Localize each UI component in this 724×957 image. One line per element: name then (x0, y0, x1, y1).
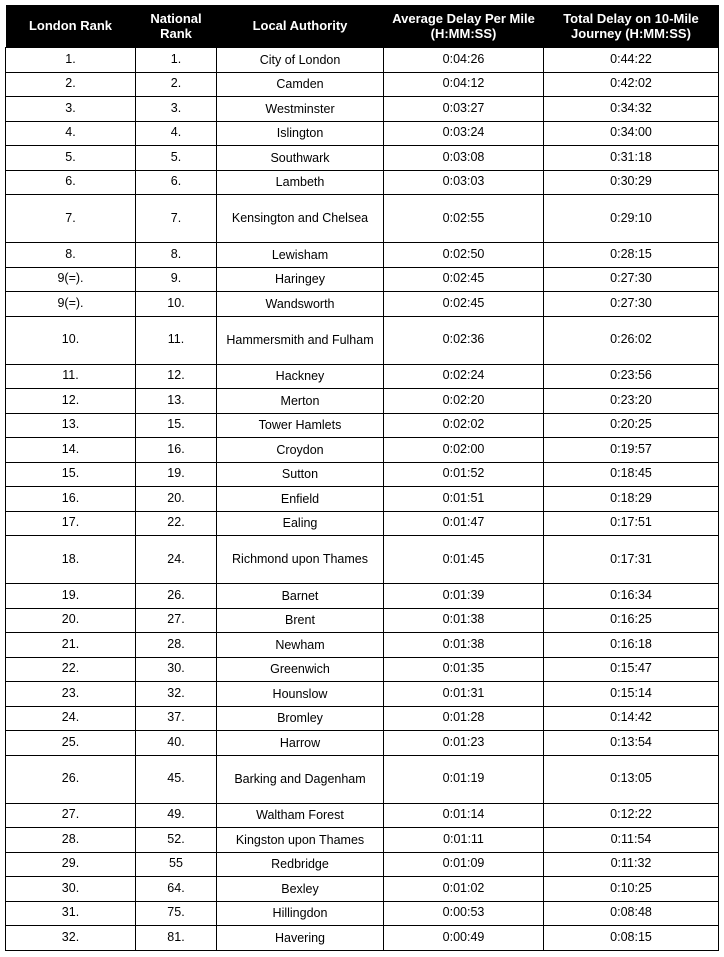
cell-national-rank: 27. (136, 608, 217, 633)
cell-national-rank: 1. (136, 48, 217, 73)
cell-local-authority: Kensington and Chelsea (217, 195, 384, 243)
cell-total-delay: 0:42:02 (544, 72, 719, 97)
cell-local-authority: Hammersmith and Fulham (217, 316, 384, 364)
cell-average-delay: 0:02:24 (384, 364, 544, 389)
table-row (6, 852, 719, 877)
cell-national-rank: 28. (136, 633, 217, 658)
cell-average-delay: 0:01:51 (384, 487, 544, 512)
cell-national-rank: 3. (136, 97, 217, 122)
cell-national-rank: 10. (136, 292, 217, 317)
cell-average-delay: 0:02:02 (384, 413, 544, 438)
cell-total-delay: 0:13:54 (544, 731, 719, 756)
cell-local-authority: Richmond upon Thames (217, 536, 384, 584)
cell-average-delay: 0:03:03 (384, 170, 544, 195)
cell-local-authority: Bexley (217, 877, 384, 902)
cell-national-rank: 49. (136, 803, 217, 828)
cell-national-rank: 22. (136, 511, 217, 536)
cell-total-delay: 0:27:30 (544, 292, 719, 317)
table-row (6, 584, 719, 609)
cell-average-delay: 0:02:50 (384, 243, 544, 268)
cell-london-rank: 12. (6, 389, 136, 414)
cell-local-authority: Kingston upon Thames (217, 828, 384, 853)
cell-national-rank: 37. (136, 706, 217, 731)
table-row (6, 926, 719, 951)
cell-average-delay: 0:01:19 (384, 755, 544, 803)
cell-national-rank: 8. (136, 243, 217, 268)
cell-national-rank: 4. (136, 121, 217, 146)
cell-average-delay: 0:01:23 (384, 731, 544, 756)
cell-average-delay: 0:01:31 (384, 682, 544, 707)
cell-london-rank: 25. (6, 731, 136, 756)
cell-national-rank: 5. (136, 146, 217, 171)
cell-average-delay: 0:01:47 (384, 511, 544, 536)
cell-total-delay: 0:18:29 (544, 487, 719, 512)
cell-average-delay: 0:01:28 (384, 706, 544, 731)
cell-total-delay: 0:28:15 (544, 243, 719, 268)
cell-average-delay: 0:03:08 (384, 146, 544, 171)
cell-average-delay: 0:01:14 (384, 803, 544, 828)
cell-london-rank: 23. (6, 682, 136, 707)
cell-london-rank: 3. (6, 97, 136, 122)
cell-average-delay: 0:04:12 (384, 72, 544, 97)
cell-national-rank: 11. (136, 316, 217, 364)
cell-total-delay: 0:11:32 (544, 852, 719, 877)
cell-local-authority: Ealing (217, 511, 384, 536)
cell-london-rank: 31. (6, 901, 136, 926)
table-row (6, 755, 719, 803)
cell-national-rank: 13. (136, 389, 217, 414)
cell-total-delay: 0:20:25 (544, 413, 719, 438)
cell-national-rank: 16. (136, 438, 217, 463)
cell-total-delay: 0:30:29 (544, 170, 719, 195)
table-row (6, 828, 719, 853)
cell-total-delay: 0:17:31 (544, 536, 719, 584)
table-row (6, 511, 719, 536)
cell-average-delay: 0:02:36 (384, 316, 544, 364)
cell-local-authority: Redbridge (217, 852, 384, 877)
cell-local-authority: Wandsworth (217, 292, 384, 317)
cell-average-delay: 0:02:45 (384, 292, 544, 317)
cell-london-rank: 16. (6, 487, 136, 512)
cell-total-delay: 0:23:56 (544, 364, 719, 389)
cell-local-authority: Haringey (217, 267, 384, 292)
cell-london-rank: 27. (6, 803, 136, 828)
cell-average-delay: 0:00:49 (384, 926, 544, 951)
column-header-average-delay: Average Delay Per Mile (H:MM:SS) (384, 5, 544, 48)
cell-national-rank: 15. (136, 413, 217, 438)
table-row (6, 803, 719, 828)
cell-local-authority: City of London (217, 48, 384, 73)
cell-london-rank: 15. (6, 462, 136, 487)
cell-london-rank: 20. (6, 608, 136, 633)
cell-total-delay: 0:15:14 (544, 682, 719, 707)
cell-local-authority: Merton (217, 389, 384, 414)
cell-average-delay: 0:01:39 (384, 584, 544, 609)
table-row (6, 657, 719, 682)
cell-national-rank: 81. (136, 926, 217, 951)
cell-national-rank: 26. (136, 584, 217, 609)
cell-total-delay: 0:15:47 (544, 657, 719, 682)
table-row (6, 438, 719, 463)
cell-local-authority: Greenwich (217, 657, 384, 682)
table-row (6, 901, 719, 926)
cell-london-rank: 14. (6, 438, 136, 463)
cell-local-authority: Barking and Dagenham (217, 755, 384, 803)
cell-london-rank: 32. (6, 926, 136, 951)
cell-national-rank: 45. (136, 755, 217, 803)
cell-total-delay: 0:34:00 (544, 121, 719, 146)
table-row (6, 682, 719, 707)
cell-local-authority: Croydon (217, 438, 384, 463)
cell-london-rank: 4. (6, 121, 136, 146)
cell-national-rank: 12. (136, 364, 217, 389)
column-header-local-authority: Local Authority (217, 5, 384, 48)
table-row (6, 195, 719, 243)
cell-national-rank: 30. (136, 657, 217, 682)
table-row (6, 364, 719, 389)
cell-total-delay: 0:17:51 (544, 511, 719, 536)
cell-local-authority: Lewisham (217, 243, 384, 268)
table-row (6, 413, 719, 438)
table-row (6, 731, 719, 756)
cell-average-delay: 0:04:26 (384, 48, 544, 73)
table-row (6, 292, 719, 317)
table-row (6, 487, 719, 512)
cell-total-delay: 0:13:05 (544, 755, 719, 803)
cell-average-delay: 0:02:00 (384, 438, 544, 463)
cell-national-rank: 55 (136, 852, 217, 877)
cell-london-rank: 9(=). (6, 267, 136, 292)
cell-local-authority: Brent (217, 608, 384, 633)
column-header-national-rank: National Rank (136, 5, 217, 48)
cell-national-rank: 24. (136, 536, 217, 584)
cell-total-delay: 0:44:22 (544, 48, 719, 73)
cell-london-rank: 1. (6, 48, 136, 73)
cell-total-delay: 0:19:57 (544, 438, 719, 463)
cell-local-authority: Sutton (217, 462, 384, 487)
table-row (6, 462, 719, 487)
cell-london-rank: 6. (6, 170, 136, 195)
cell-average-delay: 0:00:53 (384, 901, 544, 926)
cell-average-delay: 0:03:27 (384, 97, 544, 122)
cell-local-authority: Camden (217, 72, 384, 97)
table-row (6, 267, 719, 292)
cell-national-rank: 52. (136, 828, 217, 853)
cell-london-rank: 5. (6, 146, 136, 171)
cell-london-rank: 30. (6, 877, 136, 902)
cell-national-rank: 9. (136, 267, 217, 292)
cell-average-delay: 0:01:45 (384, 536, 544, 584)
table-row (6, 170, 719, 195)
table-row (6, 316, 719, 364)
cell-national-rank: 2. (136, 72, 217, 97)
column-header-total-delay: Total Delay on 10-Mile Journey (H:MM:SS) (544, 5, 719, 48)
cell-london-rank: 13. (6, 413, 136, 438)
cell-total-delay: 0:16:34 (544, 584, 719, 609)
cell-london-rank: 21. (6, 633, 136, 658)
cell-london-rank: 26. (6, 755, 136, 803)
cell-average-delay: 0:02:45 (384, 267, 544, 292)
table-row (6, 72, 719, 97)
cell-total-delay: 0:08:15 (544, 926, 719, 951)
cell-average-delay: 0:02:55 (384, 195, 544, 243)
cell-local-authority: Lambeth (217, 170, 384, 195)
cell-london-rank: 19. (6, 584, 136, 609)
cell-local-authority: Enfield (217, 487, 384, 512)
cell-local-authority: Tower Hamlets (217, 413, 384, 438)
cell-average-delay: 0:02:20 (384, 389, 544, 414)
table-row (6, 389, 719, 414)
cell-total-delay: 0:34:32 (544, 97, 719, 122)
table-row (6, 633, 719, 658)
cell-national-rank: 64. (136, 877, 217, 902)
cell-london-rank: 24. (6, 706, 136, 731)
cell-london-rank: 22. (6, 657, 136, 682)
cell-london-rank: 17. (6, 511, 136, 536)
cell-national-rank: 20. (136, 487, 217, 512)
cell-average-delay: 0:01:02 (384, 877, 544, 902)
cell-national-rank: 6. (136, 170, 217, 195)
table-row (6, 608, 719, 633)
cell-average-delay: 0:03:24 (384, 121, 544, 146)
cell-local-authority: Hackney (217, 364, 384, 389)
header-row (6, 5, 719, 48)
cell-total-delay: 0:16:25 (544, 608, 719, 633)
cell-average-delay: 0:01:38 (384, 633, 544, 658)
table-row (6, 243, 719, 268)
cell-national-rank: 32. (136, 682, 217, 707)
cell-total-delay: 0:29:10 (544, 195, 719, 243)
cell-london-rank: 28. (6, 828, 136, 853)
cell-london-rank: 7. (6, 195, 136, 243)
cell-local-authority: Southwark (217, 146, 384, 171)
cell-london-rank: 18. (6, 536, 136, 584)
cell-total-delay: 0:16:18 (544, 633, 719, 658)
table-row (6, 97, 719, 122)
table-header (6, 5, 719, 48)
cell-total-delay: 0:14:42 (544, 706, 719, 731)
table-row (6, 706, 719, 731)
cell-london-rank: 2. (6, 72, 136, 97)
cell-total-delay: 0:23:20 (544, 389, 719, 414)
table-row (6, 536, 719, 584)
cell-average-delay: 0:01:35 (384, 657, 544, 682)
cell-london-rank: 11. (6, 364, 136, 389)
cell-london-rank: 29. (6, 852, 136, 877)
table-row (6, 48, 719, 73)
cell-local-authority: Hillingdon (217, 901, 384, 926)
cell-average-delay: 0:01:11 (384, 828, 544, 853)
cell-local-authority: Newham (217, 633, 384, 658)
cell-local-authority: Waltham Forest (217, 803, 384, 828)
cell-total-delay: 0:11:54 (544, 828, 719, 853)
cell-local-authority: Barnet (217, 584, 384, 609)
table-row (6, 121, 719, 146)
cell-total-delay: 0:27:30 (544, 267, 719, 292)
cell-national-rank: 19. (136, 462, 217, 487)
table-row (6, 877, 719, 902)
cell-average-delay: 0:01:38 (384, 608, 544, 633)
cell-local-authority: Havering (217, 926, 384, 951)
cell-total-delay: 0:10:25 (544, 877, 719, 902)
cell-total-delay: 0:26:02 (544, 316, 719, 364)
cell-local-authority: Islington (217, 121, 384, 146)
cell-total-delay: 0:31:18 (544, 146, 719, 171)
table-body (6, 48, 719, 951)
cell-total-delay: 0:08:48 (544, 901, 719, 926)
london-delay-rankings-table (5, 5, 719, 951)
cell-total-delay: 0:18:45 (544, 462, 719, 487)
cell-average-delay: 0:01:52 (384, 462, 544, 487)
cell-national-rank: 40. (136, 731, 217, 756)
column-header-london-rank: London Rank (6, 5, 136, 48)
table-row (6, 146, 719, 171)
cell-local-authority: Bromley (217, 706, 384, 731)
cell-local-authority: Hounslow (217, 682, 384, 707)
cell-local-authority: Harrow (217, 731, 384, 756)
cell-average-delay: 0:01:09 (384, 852, 544, 877)
cell-national-rank: 7. (136, 195, 217, 243)
cell-national-rank: 75. (136, 901, 217, 926)
cell-london-rank: 9(=). (6, 292, 136, 317)
cell-london-rank: 8. (6, 243, 136, 268)
cell-local-authority: Westminster (217, 97, 384, 122)
cell-total-delay: 0:12:22 (544, 803, 719, 828)
cell-london-rank: 10. (6, 316, 136, 364)
